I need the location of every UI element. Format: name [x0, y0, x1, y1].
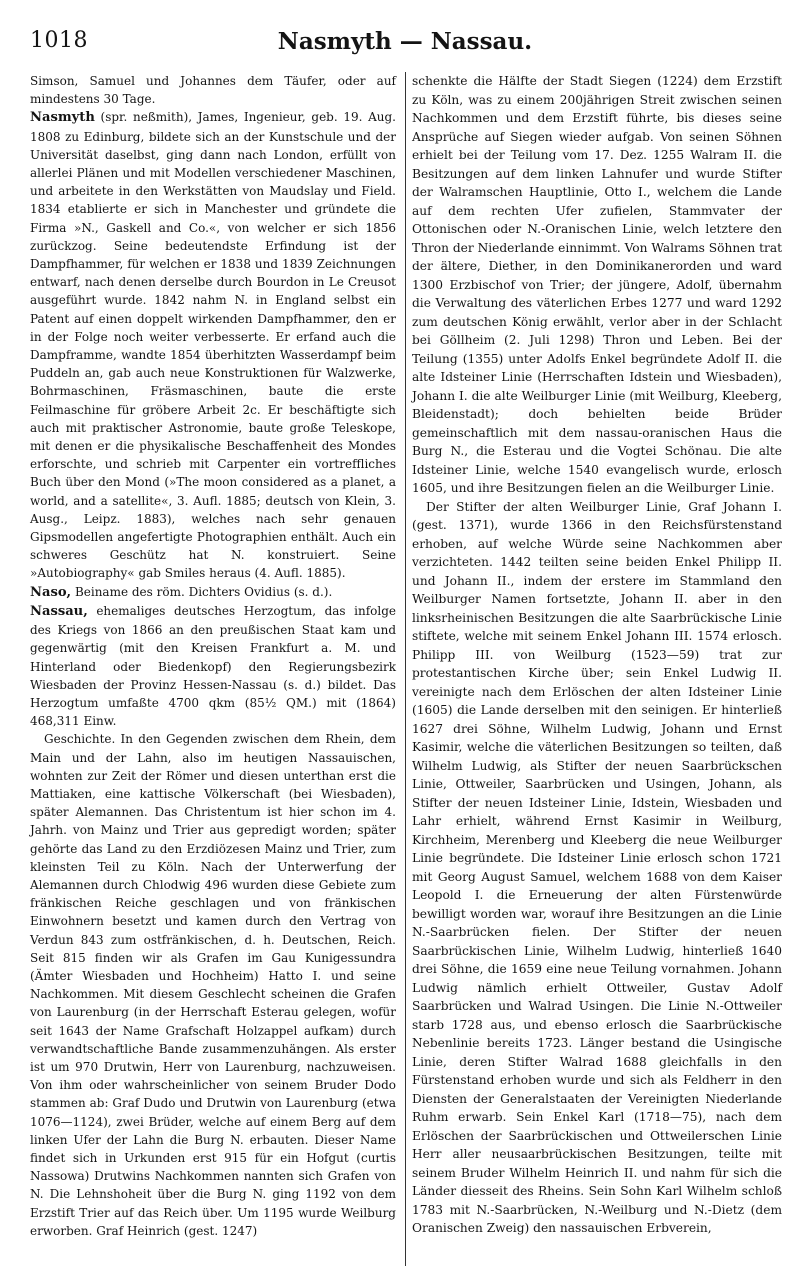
page-header	[30, 28, 780, 68]
running-head: Nasmyth — Nassau.	[277, 28, 533, 55]
entry-nasmyth	[30, 108, 396, 582]
right-column	[412, 72, 782, 1238]
entry-naso	[30, 583, 396, 602]
headword-nassau: Nassau,	[30, 603, 88, 619]
paragraph-right-2: Der Stifter der alten Weilburger Linie, Graf Johann I. (gest. 1371), wurde 1366 in den Reichsfürstenstand erhoben, auf welche Würde seine Nachkommen aber verzichteten. 1442 teilten seine beiden Enkel Philipp II. und Johann II., indem der erstere im Stammland den Weilburger Namen fortsetzte, Johann II. aber in den linksrheinischen Besitzungen die alte Saarbrückische Linie stiftete, welche mit seinem Enkel Johann III. 1574 erlosch. Philipp III. von Weilburg (1523—59) trat zur protestantischen Kirche über; sein Enkel Ludwig II. vereinigte nach dem Erlöschen der alten Idsteiner Linie (1605) die Lande derselben mit den seinigen. Er hinterließ 1627 drei Söhne, Wilhelm Ludwig, Johann und Ernst Kasimir, welche die väterlichen Besitzungen so teilten, daß Wilhelm Ludwig, als Stifter der neuen Saarbrückschen Linie, Ottweiler, Saarbrücken und Usingen, Johann, als Stifter der neuen Idsteiner Linie, Idstein, Wiesbaden und Lahr erhielt, während Ernst Kasimir in Weilburg, Kirchheim, Merenberg und Kleeberg die neue Weilburger Linie begründete. Die Idsteiner Linie erlosch schon 1721 mit Georg August Samuel, welchem 1688 von dem Kaiser Leopold I. die Erneuerung der alten Fürstenwürde bewilligt worden war, worauf ihre Besitzungen an die Linie N.-Saarbrücken fielen. Der Stifter der neuen Saarbrückischen Linie, Wilhelm Ludwig, hinterließ 1640 drei Söhne, die 1659 eine neue Teilung vornahmen. Johann Ludwig nämlich erhielt Ottweiler, Gustav Adolf Saarbrücken und Walrad Usingen. Die Linie N.-Ottweiler starb 1728 aus, und ebenso erlosch die Saarbrückische Nebenlinie bereits 1723. Länger bestand die Usingische Linie, deren Stifter Walrad 1688 gleichfalls in den Fürstenstand erhoben wurde und sich als Feldherr in den Diensten der Generalstaaten der Vereinigten Niederlande Ruhm erwarb. Sein Enkel Karl (1718—75), nach dem Erlöschen der Saarbrückischen und Ottweilerschen Linie Herr aller neusaarbrückischen Besitzungen, teilte mit seinem Bruder Wilhelm Heinrich II. und nahm für sich die Länder diesseit des Rheins. Sein Sohn Karl Wilhelm schloß 1783 mit N.-Saarbrücken, N.-Weilburg und N.-Dietz (dem Oranischen Zweig) den nassauischen Erbverein,	[412, 499, 782, 1235]
section-geschichte: Geschichte. In den Gegenden zwischen dem Rhein, dem Main und der Lahn, also im heutigen Nassauischen, wohnten zur Zeit der Römer und diesen unterthan erst die Mattiaken, eine kattische Völkerschaft (bei Wiesbaden), später Alemannen. Das Christentum ist hier schon im 4. Jahrh. von Mainz und Trier aus gepredigt worden; später gehörte das Land zu den Erzdiözesen Mainz und Trier, zum kleinsten Teil zu Köln. Nach der Unterwerfung der Alemannen durch Chlodwig 496 wurden diese Gebiete zum fränkischen Reiche geschlagen und von fränkischen Einwohnern besetzt und kamen durch den Vertrag von Verdun 843 zum ostfränkischen, d. h. Deutschen, Reich. Seit 815 finden wir als Grafen im Gau Kunigessundra (Ämter Wiesbaden und Hochheim) Hatto I. und seine Nachkommen. Mit diesem Geschlecht scheinen die Grafen von Laurenburg (in der Herrschaft Esterau gelegen, wofür seit 1643 der Name Grafschaft Holzappel aufkam) durch verwandtschaftliche Bande zusammenzuhängen. Als erster ist um 970 Drutwin, Herr von Laurenburg, nachzuweisen. Von ihm oder wahrscheinlicher von seinem Bruder Dodo stammen ab: Graf Dudo und Drutwin von Laurenburg (etwa 1076—1124), zwei Brüder, welche auf einem Berg auf dem linken Ufer der Lahn die Burg N. erbauten. Dieser Name findet sich in Urkunden erst 915 für ein Hofgut (curtis Nassowa) Drutwins Nachkommen nannten sich Grafen von N. Die Lehnshoheit über die Burg N. ging 1192 von dem Erzstift Trier auf das Reich über. Um 1195 wurde Weilburg erworben. Graf Heinrich (gest. 1247)	[30, 732, 396, 1238]
paragraph-right-1: schenkte die Hälfte der Stadt Siegen (1224) dem Erzstift zu Köln, was zu einem 200jährigen Streit zwischen seinen Nachkommen und dem Erzstift führte, bis dieses seine Ansprüche auf Siegen wieder aufgab. Von seinen Söhnen erhielt bei der Teilung vom 17. Dez. 1255 Walram II. die Besitzungen auf dem linken Lahnufer und wurde Stifter der Walramschen Hauptlinie, Otto I., welchem die Lande auf dem rechten Ufer zufielen, Stammvater der Ottonischen oder N.-Oranischen Linie, welch letztere den Thron der Niederlande einnimmt. Von Walrams Söhnen trat der ältere, Diether, in den Dominikanerorden und ward 1300 Erzbischof von Trier; der jüngere, Adolf, übernahm die Verwaltung des väterlichen Erbes 1277 und ward 1292 zum deutschen König erwählt, verlor aber in der Schlacht bei Göllheim (2. Juli 1298) Thron und Leben. Bei der Teilung (1355) unter Adolfs Enkel begründete Adolf II. die alte Idsteiner Linie (Herrschaften Idstein und Wiesbaden), Johann I. die alte Weilburger Linie (mit Weilburg, Kleeberg, Bleidenstadt); doch behielten beide Brüder gemeinschaftlich mit dem nassau-oranischen Haus die Burg N., die Esterau und die Vogtei Schönau. Die alte Idsteiner Linie, welche 1540 evangelisch wurde, erlosch 1605, und ihre Besitzungen fielen an die Weilburger Linie.	[412, 74, 782, 495]
entry-nasmyth-body: (spr. neßmith), James, Ingenieur, geb. 19. Aug. 1808 zu Edinburg, bildete sich an der Kunstschule und der Universität daselbst, ging dann nach London, erfüllt von allerlei Plänen und mit Modellen verschiedener Maschinen, und arbeitete in den Werkstätten von Maudslay und Field. 1834 etablierte er sich in Manchester und gründete die Firma »N., Gaskell and Co.«, von welcher er sich 1856 zurückzog. Seine bedeutendste Erfindung ist der Dampfhammer, für welchen er 1838 und 1839 Zeichnungen entwarf, nach denen derselbe durch Bourdon in Le Creusot ausgeführt wurde. 1842 nahm N. in England selbst ein Patent auf einen doppelt wirkenden Dampfhammer, den er in der Folge noch weiter verbesserte. Er erfand auch die Dampframme, wandte 1854 überhitzten Wasserdampf beim Puddeln an, gab auch neue Konstruktionen für Walzwerke, Bohrmaschinen, Fräsmaschinen, baute die erste Feilmaschine für gröbere Arbeit 2c. Er beschäftigte sich auch mit praktischer Astronomie, baute große Teleskope, mit denen er die physikalische Beschaffenheit des Mondes erforschte, und schrieb mit Carpenter ein vortreffliches Buch über den Mond (»The moon considered as a planet, a world, and a satellite«, 3. Aufl. 1885; deutsch von Klein, 3. Ausg., Leipz. 1883), welches nach sehr genauen Gipsmodellen angefertigte Photographien enthält. Auch ein schweres Geschütz hat N. konstruiert. Seine »Autobiography« gab Smiles heraus (4. Aufl. 1885).	[30, 110, 396, 581]
page-number: 1018	[30, 28, 88, 53]
paragraph-continuation: Simson, Samuel und Johannes dem Täufer, oder auf mindestens 30 Tage.	[30, 74, 396, 107]
entry-nassau	[30, 602, 396, 730]
headword-nasmyth: Nasmyth	[30, 110, 95, 126]
headword-naso: Naso,	[30, 584, 72, 600]
left-column	[30, 72, 396, 1240]
entry-naso-body: Beiname des röm. Dichters Ovidius (s. d.).	[71, 584, 333, 599]
column-divider	[405, 72, 406, 1266]
entry-nassau-body: ehemaliges deutsches Herzogtum, das infolge des Kriegs von 1866 an den preußischen Staat kam und gegenwärtig (mit den Kreisen Frankfurt a. M. und Hinterland oder Biedenkopf) den Regierungsbezirk Wiesbaden der Provinz Hessen-Nassau (s. d.) bildet. Das Herzogtum umfaßte 4700 qkm (85½ QM.) mit (1864) 468,311 Einw.	[30, 603, 396, 729]
